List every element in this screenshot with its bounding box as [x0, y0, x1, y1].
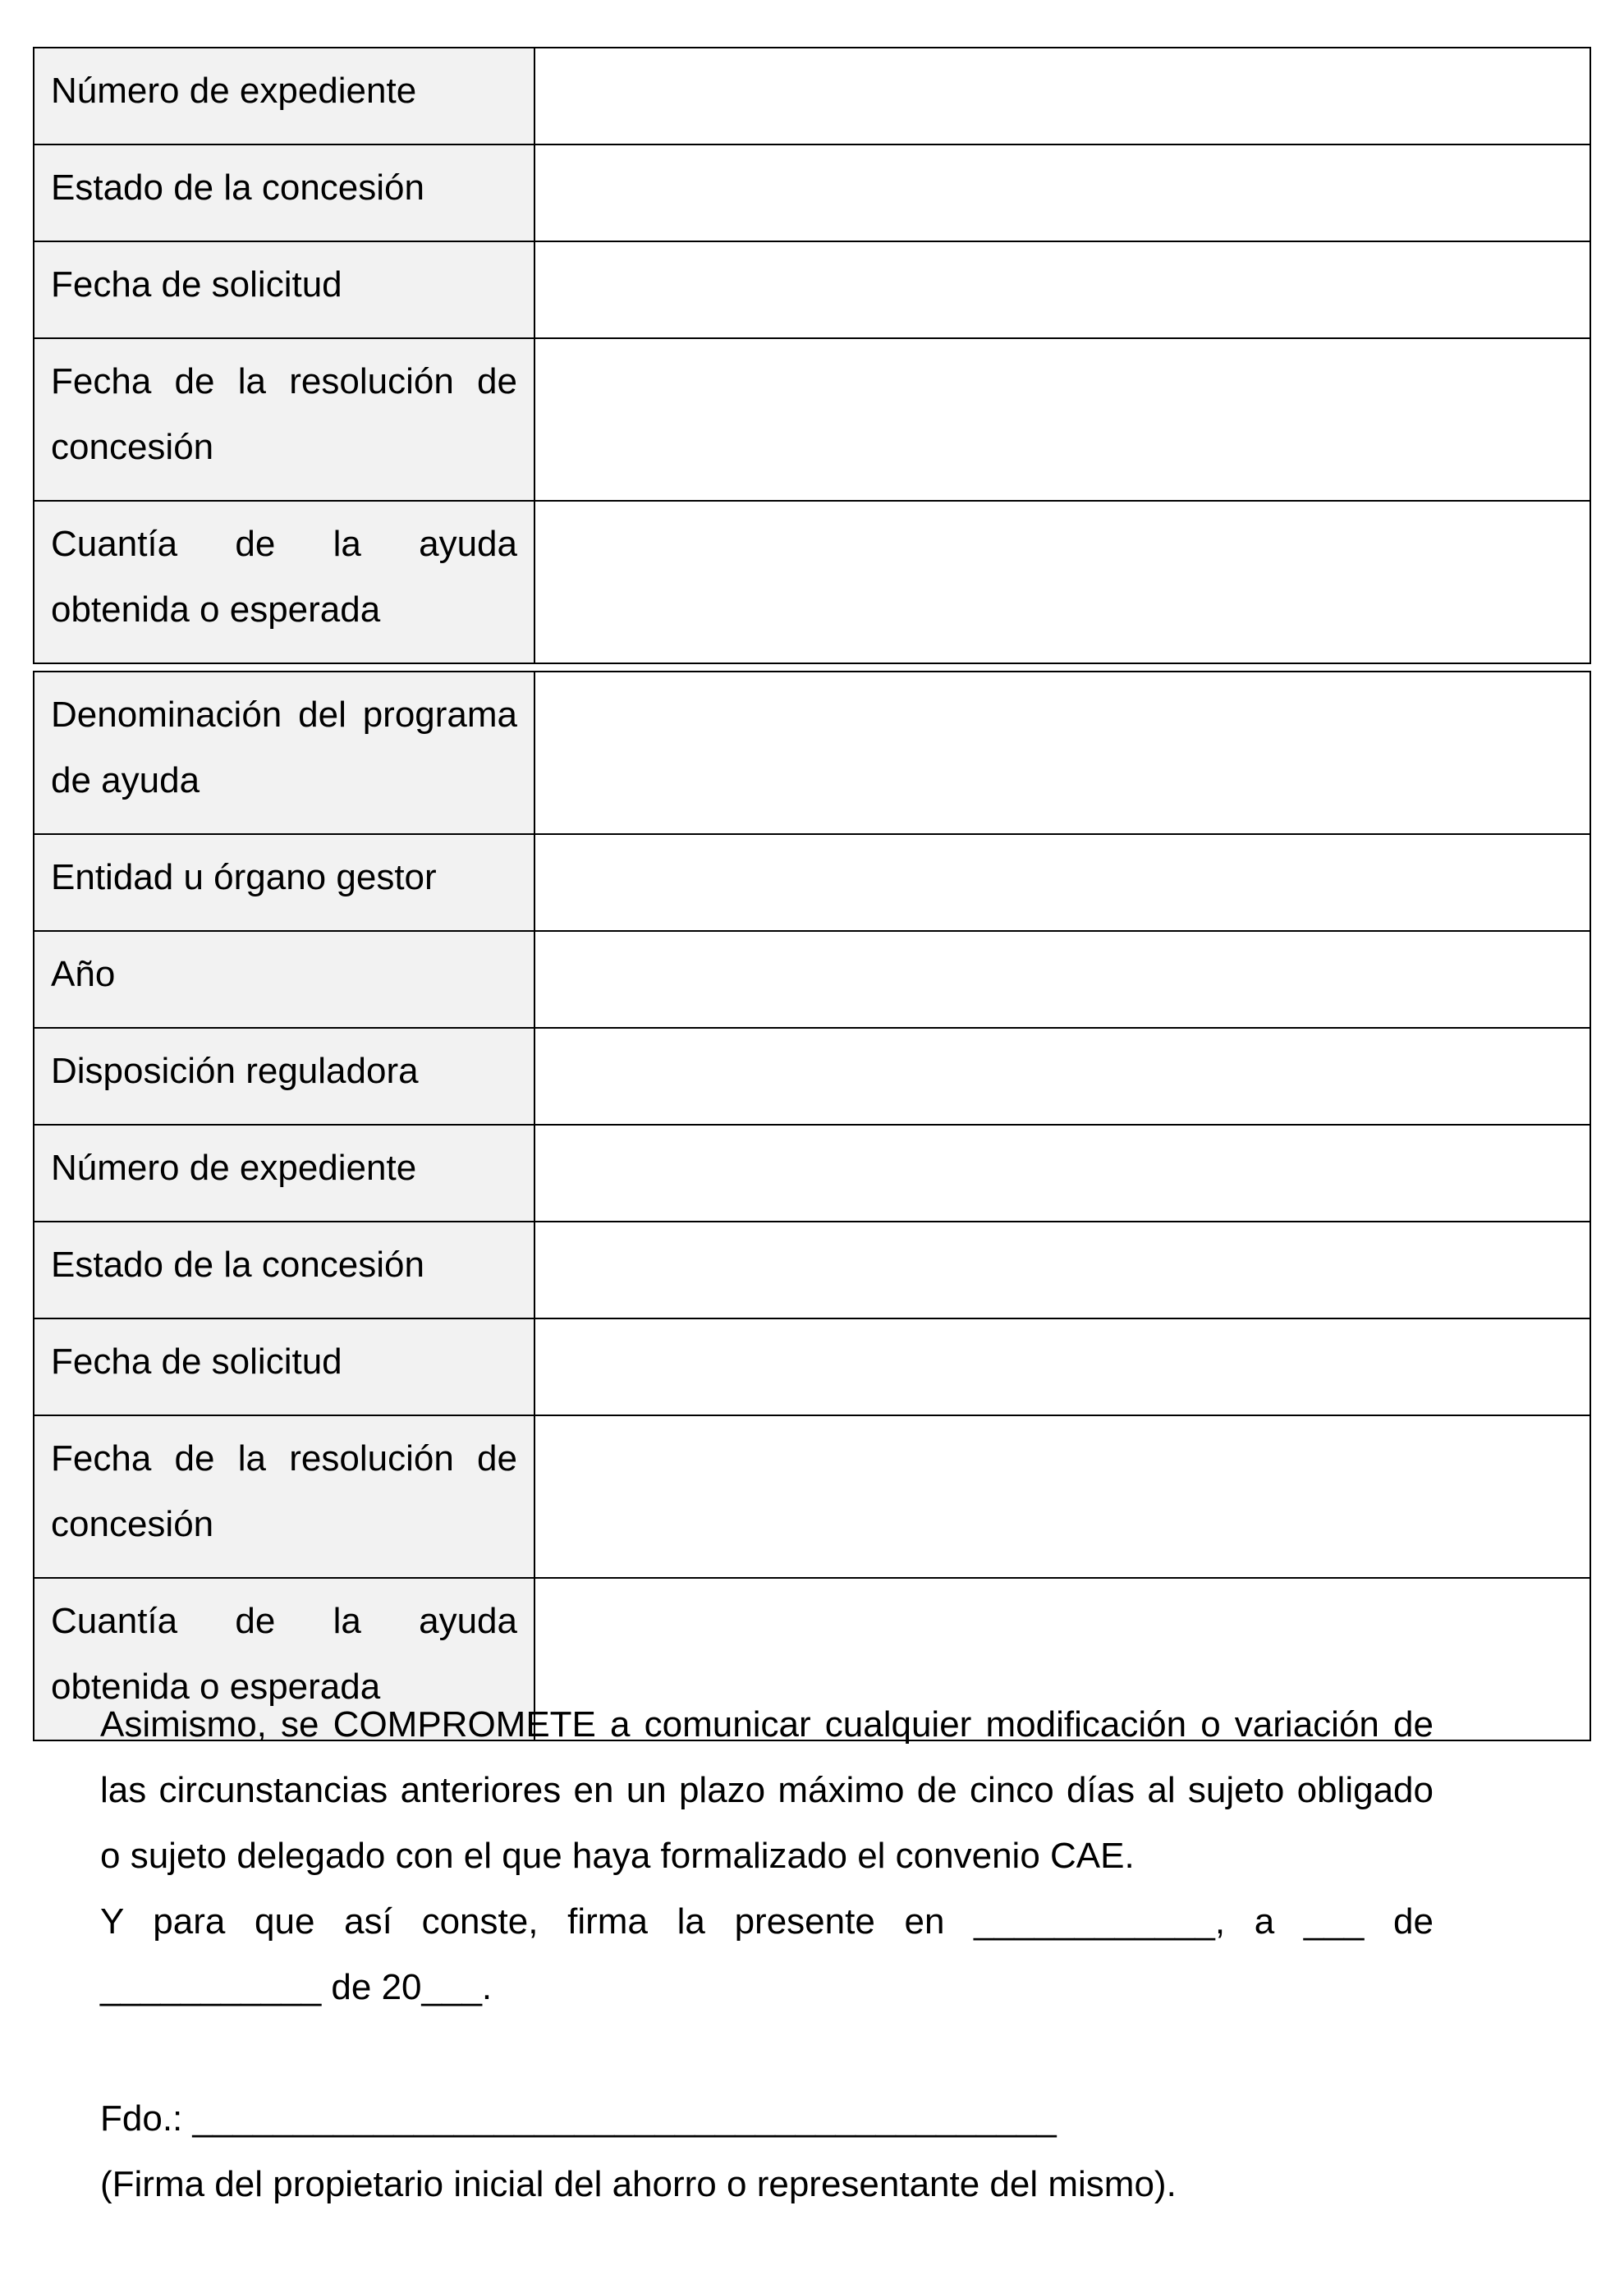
table-row [34, 931, 1590, 1028]
row-value-field[interactable] [534, 144, 1590, 241]
table-row [34, 1318, 1590, 1415]
table-row [34, 241, 1590, 338]
row-value-field[interactable] [534, 1415, 1590, 1578]
aid-info-table-1 [33, 47, 1591, 664]
row-label: Estado de la concesión [34, 144, 534, 241]
row-label: Disposición reguladora [34, 1028, 534, 1125]
row-value-field[interactable] [534, 1318, 1590, 1415]
row-label: Entidad u órgano gestor [34, 834, 534, 931]
row-label: Fecha de solicitud [34, 1318, 534, 1415]
row-value-field[interactable] [534, 241, 1590, 338]
row-value-field[interactable] [534, 1222, 1590, 1318]
row-value-field[interactable] [534, 48, 1590, 144]
signing-paragraph [100, 1889, 1434, 2020]
signature-block [100, 2086, 1434, 2217]
row-label: Cuantía de la ayuda obtenida o esperada [34, 1578, 534, 1740]
table-row [34, 1028, 1590, 1125]
row-value-field[interactable] [534, 1028, 1590, 1125]
row-label: Fecha de la resolución de concesión [34, 1415, 534, 1578]
signing-place-date-line: Y para que así conste, firma la presente en ____________, a ___ de [100, 1901, 1434, 1942]
row-value-field[interactable] [534, 501, 1590, 663]
table-row [34, 501, 1590, 663]
row-value-field[interactable] [534, 672, 1590, 834]
table-row [34, 834, 1590, 931]
row-label: Fecha de solicitud [34, 241, 534, 338]
row-label: Estado de la concesión [34, 1222, 534, 1318]
signing-month-year-line: ___________ de 20___. [100, 1967, 493, 2007]
table-row [34, 1415, 1590, 1578]
row-value-field[interactable] [534, 1125, 1590, 1222]
table-row [34, 672, 1590, 834]
row-label: Cuantía de la ayuda obtenida o esperada [34, 501, 534, 663]
row-value-field[interactable] [534, 931, 1590, 1028]
signature-note: (Firma del propietario inicial del ahorro o representante del mismo). [100, 2164, 1177, 2204]
table-row [34, 1222, 1590, 1318]
row-value-field[interactable] [534, 338, 1590, 501]
commitment-text: Asimismo, se COMPROMETE a comunicar cualquier modificación o variación de las circunstancias anteriores en un plazo máximo de cinco días al sujeto obligado o sujeto delegado con el que haya formalizado el convenio CAE. [100, 1704, 1434, 1876]
table-row [34, 144, 1590, 241]
row-value-field[interactable] [534, 834, 1590, 931]
table-row [34, 338, 1590, 501]
row-label: Número de expediente [34, 48, 534, 144]
aid-info-table-2 [33, 671, 1591, 1741]
table-row [34, 1125, 1590, 1222]
commitment-paragraph [100, 1692, 1434, 1889]
row-label: Número de expediente [34, 1125, 534, 1222]
signature-line: Fdo.: ___________________________________________ [100, 2098, 1057, 2139]
table-row [34, 48, 1590, 144]
row-label: Denominación del programa de ayuda [34, 672, 534, 834]
row-label: Fecha de la resolución de concesión [34, 338, 534, 501]
row-label: Año [34, 931, 534, 1028]
